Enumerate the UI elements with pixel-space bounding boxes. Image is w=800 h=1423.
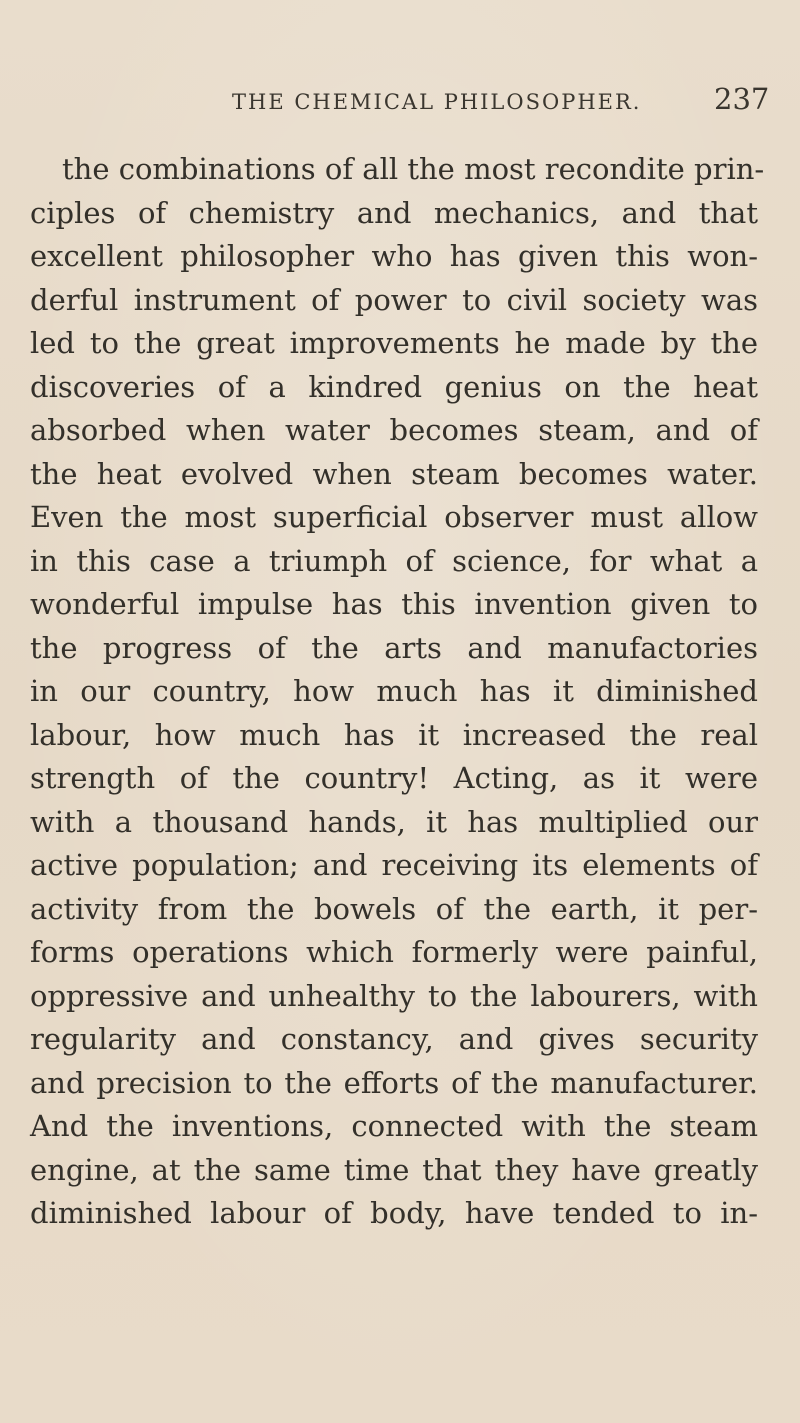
text-line: And the inventions, connected with the steam [30,1109,758,1143]
text-line: the combinations of all the most recondite prin- [62,152,765,186]
text-line: regularity and constancy, and gives security [30,1022,758,1056]
text-line: in this case a triumph of science, for what a [30,543,758,578]
text-line: oppressive and unhealthy to the labourers, with [30,978,758,1013]
text-line: active population; and receiving its elements of [30,848,758,882]
body-text [30,148,765,1236]
text-line: diminished labour of body, have tended to in- [30,1196,758,1230]
text-line: absorbed when water becomes steam, and of [30,413,758,447]
text-line: the heat evolved when steam becomes water. [30,456,758,491]
text-line: labour, how much has it increased the real [30,717,758,752]
text-line: engine, at the same time that they have greatly [30,1152,758,1187]
page-number: 237 [714,82,770,116]
text-line: and precision to the efforts of the manufacturer. [30,1065,758,1100]
text-line: derful instrument of power to civil society was [30,282,758,317]
running-title: THE CHEMICAL PHILOSOPHER. [232,90,642,114]
text-line: excellent philosopher who has given this won- [30,239,758,273]
text-line: activity from the bowels of the earth, it per- [30,891,758,926]
text-line: ciples of chemistry and mechanics, and that [30,195,758,230]
text-line: strength of the country! Acting, as it were [30,761,758,795]
text-line: discoveries of a kindred genius on the heat [30,369,758,404]
text-line: with a thousand hands, it has multiplied our [30,804,758,839]
text-line: led to the great improvements he made by the [30,326,758,360]
text-line: the progress of the arts and manufactories [30,630,758,665]
running-head [0,82,800,122]
text-line: in our country, how much has it diminished [30,674,758,708]
text-line: Even the most superficial observer must allow [30,500,758,534]
text-line: wonderful impulse has this invention given to [30,587,758,621]
text-line: forms operations which formerly were painful, [30,935,758,969]
